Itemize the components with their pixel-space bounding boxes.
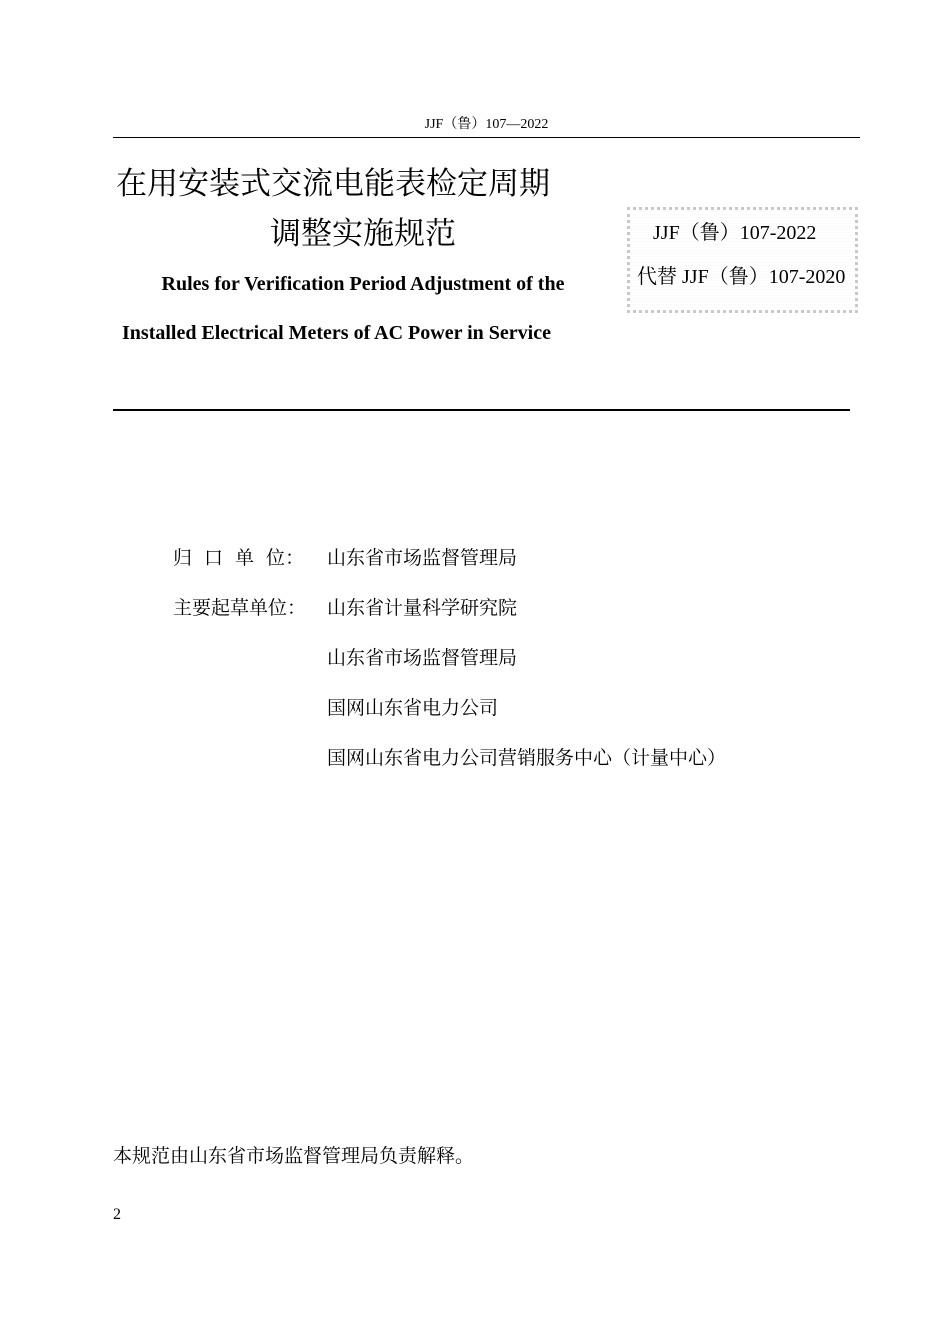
responsible-unit-label: [173, 545, 304, 571]
replaces-code: JJF（鲁）107-2020: [682, 266, 846, 288]
title-cn-line1: 在用安装式交流电能表检定周期: [116, 166, 550, 202]
responsible-label-char: 归: [173, 547, 205, 569]
responsible-label-colon: ：: [285, 547, 305, 569]
header-rule: [113, 137, 860, 138]
responsible-label-char: 单: [235, 547, 267, 569]
standard-code: JJF（鲁）107-2022: [653, 222, 817, 244]
replaces-line: [637, 263, 845, 290]
responsible-label-char: 口: [204, 547, 236, 569]
responsible-unit-value: 山东省市场监督管理局: [327, 547, 518, 569]
title-en-line1: Rules for Verification Period Adjustment of the: [161, 273, 565, 295]
drafting-unit: 国网山东省电力公司: [327, 697, 499, 719]
title-cn-line2: 调整实施规范: [270, 216, 456, 252]
interpretation-statement: 本规范由山东省市场监督管理局负责解释。: [113, 1145, 475, 1167]
replaces-prefix: 代替: [637, 264, 677, 288]
drafting-unit: 山东省计量科学研究院: [327, 597, 518, 619]
page-number: 2: [113, 1206, 121, 1223]
title-divider: [113, 409, 850, 411]
drafting-units-label: 主要起草单位：: [173, 597, 307, 619]
drafting-unit: 国网山东省电力公司营销服务中心（计量中心）: [327, 747, 727, 769]
running-header: JJF（鲁）107—2022: [424, 117, 549, 132]
drafting-unit: 山东省市场监督管理局: [327, 647, 518, 669]
title-en-line2: Installed Electrical Meters of AC Power in Service: [122, 322, 551, 344]
responsible-label-char: 位: [266, 547, 286, 569]
